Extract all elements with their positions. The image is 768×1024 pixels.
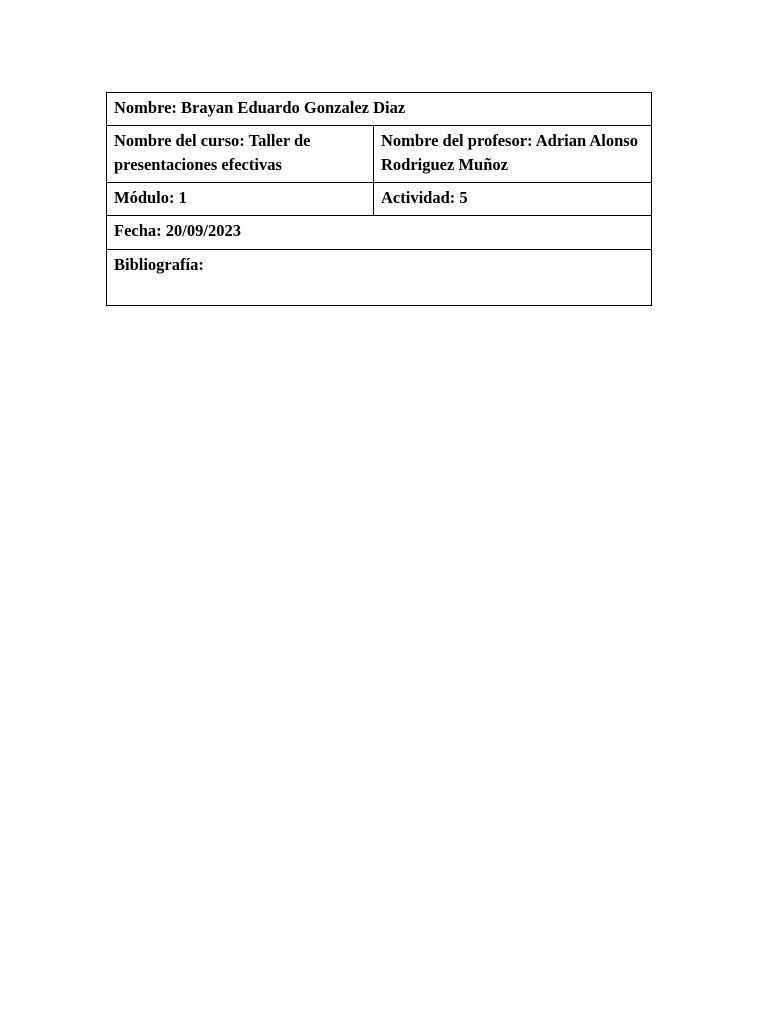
activity-cell: Actividad: 5: [374, 183, 652, 216]
table-row: [107, 250, 652, 306]
professor-name-cell: Nombre del profesor: Adrian Alonso Rodriguez Muñoz: [374, 126, 652, 183]
date-cell: Fecha: 20/09/2023: [107, 216, 652, 250]
table-row: [107, 93, 652, 126]
bibliography-cell: Bibliografía:: [107, 250, 652, 306]
student-name-cell: Nombre: Brayan Eduardo Gonzalez Diaz: [107, 93, 652, 126]
cover-info-table: [106, 92, 652, 306]
course-name-cell: Nombre del curso: Taller de presentaciones efectivas: [107, 126, 374, 183]
module-cell: Módulo: 1: [107, 183, 374, 216]
table-row: [107, 216, 652, 250]
table-row: [107, 183, 652, 216]
table-row: [107, 126, 652, 183]
